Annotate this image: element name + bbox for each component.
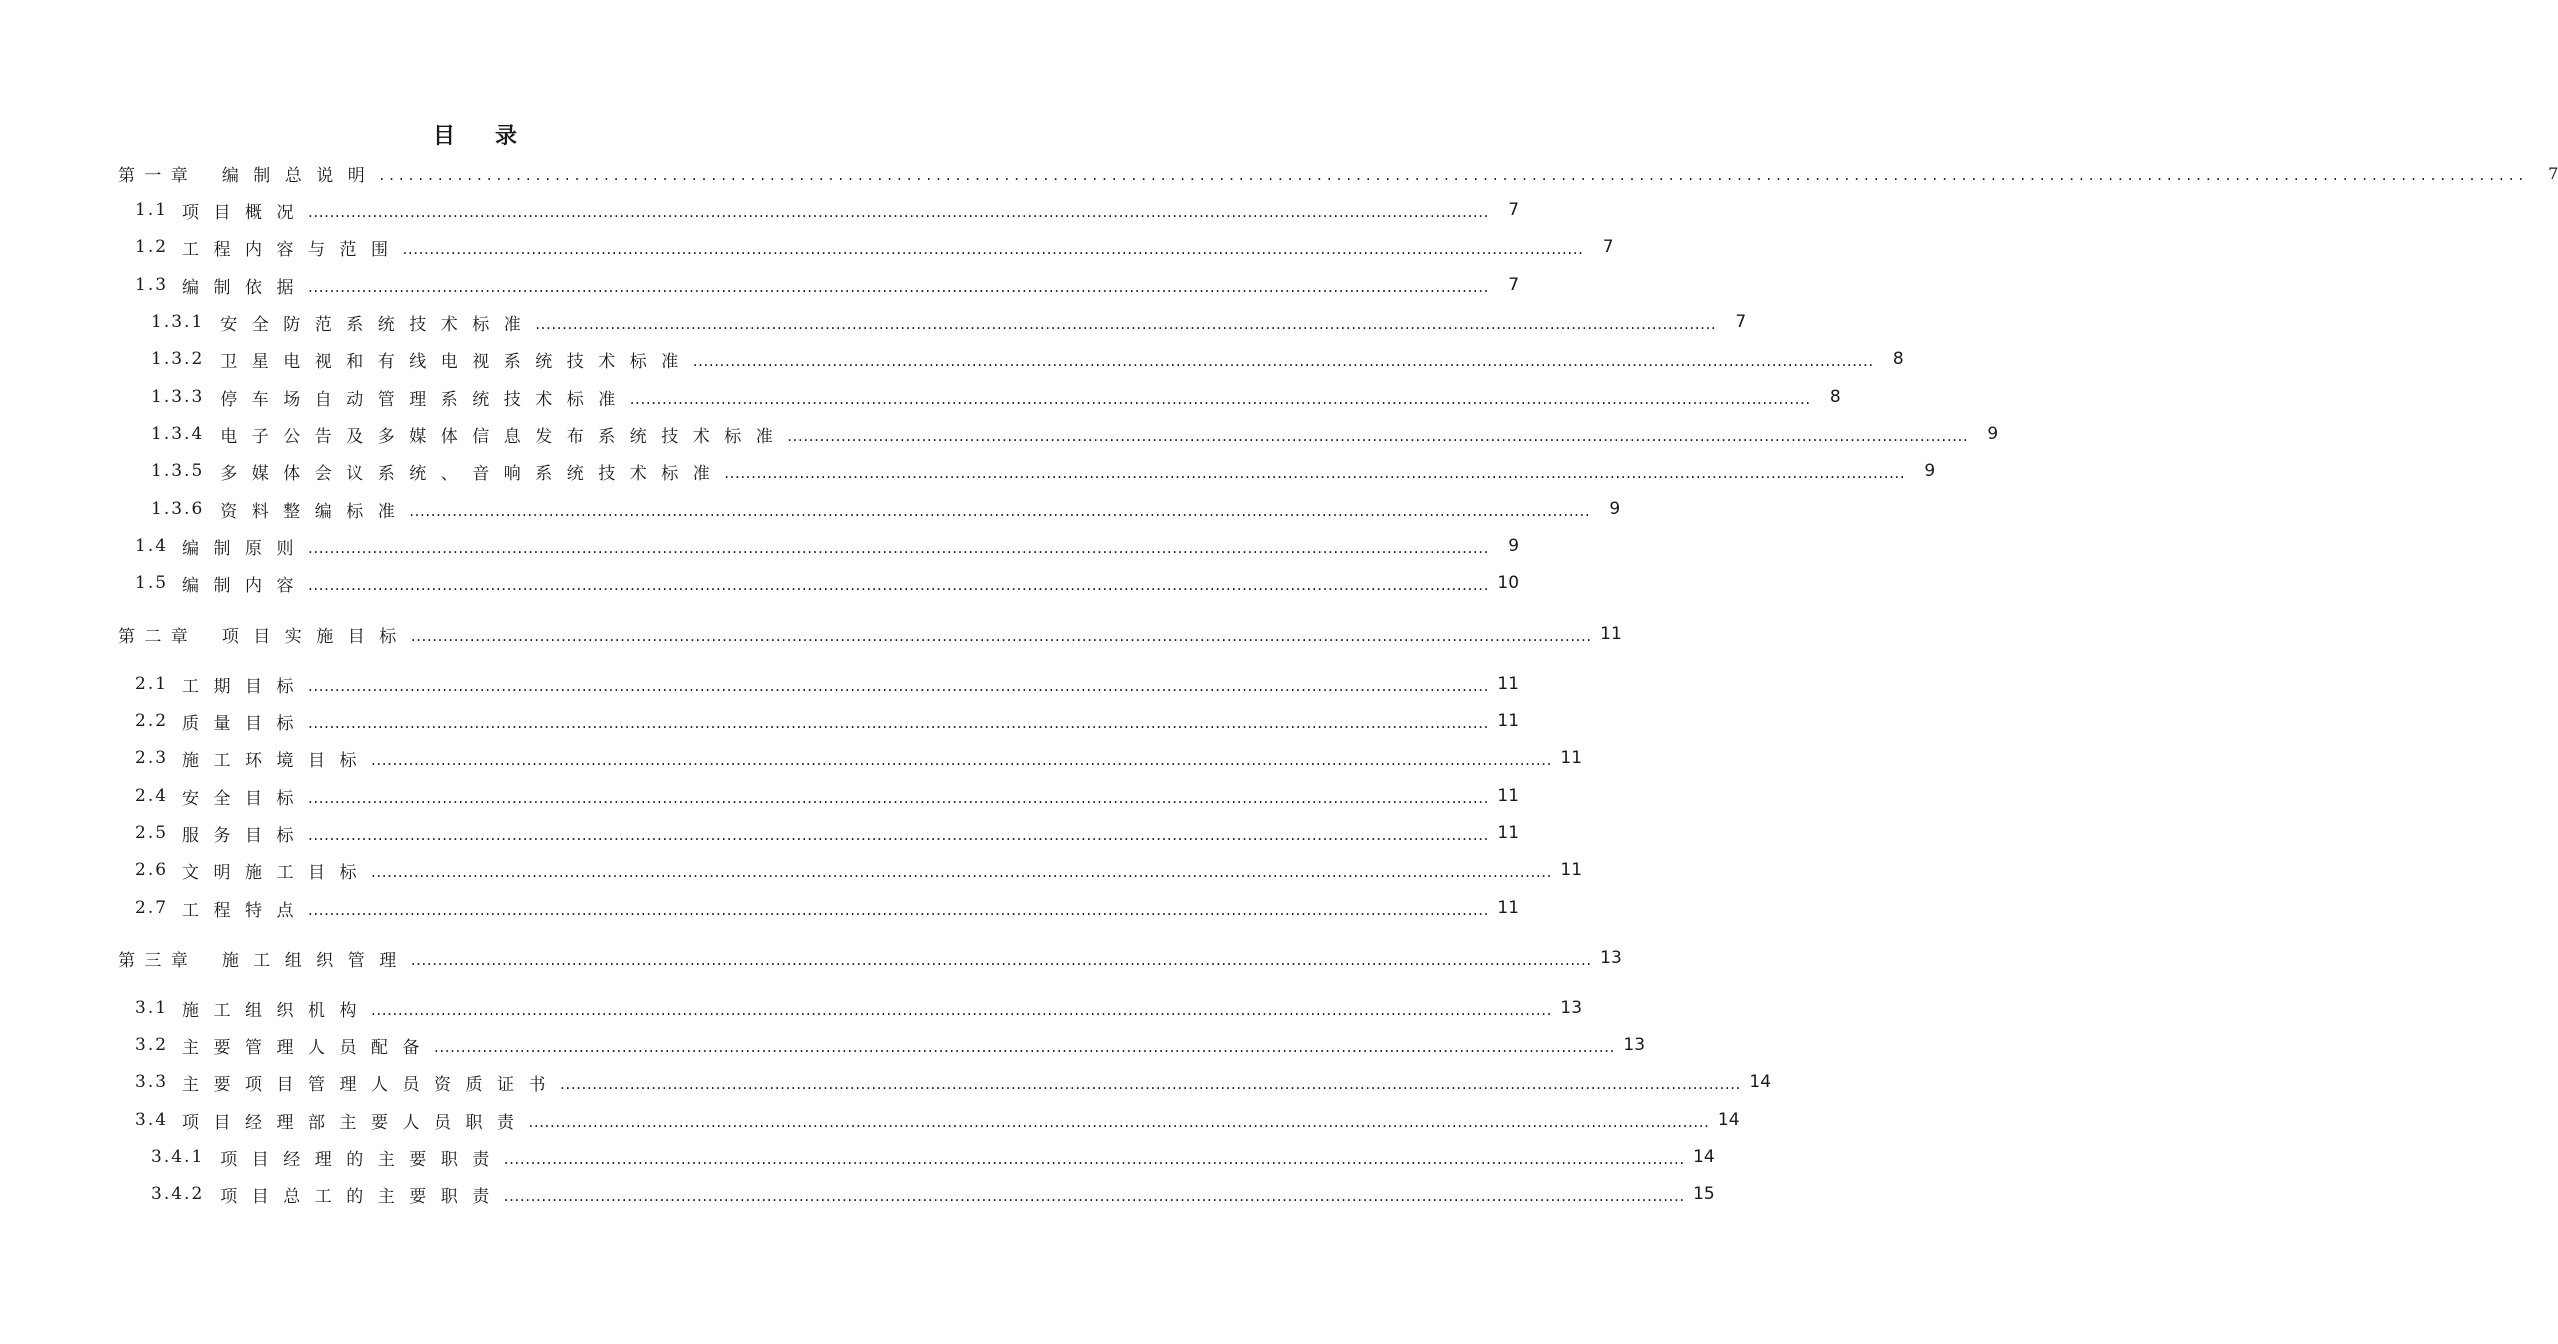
toc-page-number: 15 (1693, 1184, 1715, 1204)
toc-entry-title: 主要项目管理人员资质证书 (182, 1074, 561, 1095)
toc-dot-leader: ............................................................................................................................................................................................................................ (308, 789, 1490, 807)
toc-section-entry[interactable] (151, 385, 1841, 410)
toc-dot-leader: ............................................................................................................................................................................................................................ (503, 1150, 1685, 1168)
toc-dot-leader: ............................................................................................................................................................................................................................ (308, 826, 1490, 844)
toc-section-entry[interactable] (135, 1033, 1646, 1058)
toc-page-number: 8 (1892, 349, 1904, 369)
toc-chapter-entry[interactable] (118, 622, 1622, 647)
toc-page-number: 14 (1749, 1072, 1772, 1092)
toc-entry-title: 主要管理人员配备 (182, 1037, 435, 1058)
toc-dot-leader: ............................................................................................................................................................................................................................ (692, 352, 1874, 370)
toc-section-entry[interactable] (135, 571, 1520, 596)
toc-entry-number: 2.6 (135, 860, 169, 880)
toc-dot-leader: ............................................................................................................................................................................................................................ (535, 315, 1717, 333)
toc-dot-leader: ............................................................................................................................................................................................................................ (308, 576, 1490, 594)
toc-section-entry[interactable] (135, 1070, 1772, 1095)
toc-dot-leader: ............................................................................................................................................................................................................................ (308, 203, 1490, 221)
toc-dot-leader: ............................................................................................................................................................................................................................ (503, 1187, 1685, 1205)
toc-page-number: 9 (1924, 461, 1936, 481)
toc-page-number: 13 (1623, 1035, 1646, 1055)
toc-entry-number: 1.3.1 (151, 312, 205, 332)
toc-title: 目录 (432, 124, 557, 149)
toc-page-number: 7 (2548, 163, 2558, 183)
toc-entry-number: 3.4 (135, 1110, 169, 1130)
toc-page-number: 11 (1497, 711, 1520, 731)
toc-entry-number: 1.1 (135, 200, 169, 220)
toc-page-number: 13 (1600, 948, 1622, 968)
toc-dot-leader: ............................................................................................................................................................................................................................ (629, 390, 1811, 408)
toc-entry-title: 项目总工的主要职责 (220, 1186, 504, 1207)
toc-section-entry[interactable] (151, 1145, 1715, 1170)
toc-entry-title: 编制依据 (182, 277, 309, 298)
toc-section-entry[interactable] (151, 310, 1747, 335)
toc-chapter-entry[interactable] (118, 946, 1622, 971)
toc-entry-number: 3.1 (135, 998, 169, 1018)
toc-dot-leader: ............................................................................................................................................................................................................................ (379, 166, 2529, 184)
toc-dot-leader: ............................................................................................................................................................................................................................ (371, 863, 1553, 881)
toc-dot-leader: ............................................................................................................................................................................................................................ (308, 714, 1490, 732)
toc-entry-number: 2.2 (135, 711, 169, 731)
toc-entry-number: 2.4 (135, 786, 169, 806)
toc-section-entry[interactable] (135, 534, 1520, 559)
toc-section-entry[interactable] (135, 1108, 1740, 1133)
toc-entry-title: 编制内容 (182, 575, 309, 596)
toc-section-entry[interactable] (135, 896, 1520, 921)
toc-page-number: 11 (1497, 898, 1520, 918)
toc-entry-number: 3.3 (135, 1072, 169, 1092)
toc-entry-number: 第 二 章 (118, 626, 190, 647)
toc-entry-title: 编制原则 (182, 538, 309, 559)
toc-page-number: 11 (1560, 860, 1583, 880)
toc-entry-title: 工程特点 (182, 900, 309, 921)
toc-dot-leader: ............................................................................................................................................................................................................................ (308, 539, 1490, 557)
toc-entry-number: 第 一 章 (118, 165, 190, 186)
toc-page-number: 11 (1497, 786, 1520, 806)
toc-dot-leader: ............................................................................................................................................................................................................................ (402, 240, 1584, 258)
toc-entry-number: 2.5 (135, 823, 169, 843)
toc-dot-leader: ............................................................................................................................................................................................................................ (410, 627, 1592, 645)
toc-entry-title: 多媒体会议系统、音响系统技术标准 (220, 463, 725, 484)
toc-section-entry[interactable] (135, 273, 1520, 298)
toc-section-entry[interactable] (135, 858, 1583, 883)
toc-page-number: 11 (1497, 674, 1520, 694)
toc-page-number: 11 (1497, 823, 1520, 843)
toc-entry-number: 2.1 (135, 674, 169, 694)
toc-section-entry[interactable] (151, 347, 1904, 372)
toc-entry-number: 1.5 (135, 573, 169, 593)
toc-entry-number: 3.4.2 (151, 1184, 205, 1204)
toc-entry-number: 1.3.4 (151, 424, 205, 444)
toc-page-number: 10 (1497, 573, 1520, 593)
toc-entry-title: 项目经理的主要职责 (220, 1149, 504, 1170)
toc-entry-title: 停车场自动管理系统技术标准 (220, 389, 630, 410)
toc-entry-title: 工程内容与范围 (182, 239, 403, 260)
toc-entry-title: 质量目标 (182, 713, 309, 734)
toc-section-entry[interactable] (135, 784, 1520, 809)
toc-entry-title: 资料整编标准 (220, 501, 410, 522)
toc-entry-number: 1.3.2 (151, 349, 205, 369)
toc-entry-number: 2.3 (135, 748, 169, 768)
toc-dot-leader: ............................................................................................................................................................................................................................ (410, 951, 1592, 969)
toc-entry-title: 项目实施目标 (221, 626, 411, 647)
toc-dot-leader: ............................................................................................................................................................................................................................ (308, 677, 1490, 695)
toc-page-number: 9 (1987, 424, 1999, 444)
toc-dot-leader: ............................................................................................................................................................................................................................ (724, 464, 1906, 482)
toc-dot-leader: ............................................................................................................................................................................................................................ (434, 1038, 1616, 1056)
toc-section-entry[interactable] (135, 746, 1583, 771)
toc-entry-title: 安全防范系统技术标准 (220, 314, 536, 335)
toc-dot-leader: ............................................................................................................................................................................................................................ (787, 427, 1969, 445)
toc-entry-number: 2.7 (135, 898, 169, 918)
toc-section-entry[interactable] (135, 709, 1520, 734)
toc-dot-leader: ............................................................................................................................................................................................................................ (528, 1113, 1710, 1131)
toc-entry-number: 1.4 (135, 536, 169, 556)
toc-section-entry[interactable] (135, 821, 1520, 846)
toc-page-number: 9 (1609, 499, 1621, 519)
toc-page-number: 7 (1508, 275, 1520, 295)
toc-section-entry[interactable] (151, 497, 1621, 522)
toc-section-entry[interactable] (135, 198, 1520, 223)
toc-page-number: 13 (1560, 998, 1583, 1018)
toc-entry-title: 项目概况 (182, 202, 309, 223)
toc-dot-leader: ............................................................................................................................................................................................................................ (371, 1001, 1553, 1019)
toc-entry-title: 施工组织管理 (221, 950, 411, 971)
toc-entry-number: 第 三 章 (118, 950, 190, 971)
toc-entry-title: 电子公告及多媒体信息发布系统技术标准 (220, 426, 788, 447)
toc-dot-leader: ............................................................................................................................................................................................................................ (308, 901, 1490, 919)
toc-section-entry[interactable] (135, 672, 1520, 697)
toc-page-number: 7 (1508, 200, 1520, 220)
toc-dot-leader: ............................................................................................................................................................................................................................ (308, 278, 1490, 296)
toc-page-number: 14 (1693, 1147, 1715, 1167)
toc-entry-number: 1.2 (135, 237, 169, 257)
toc-entry-number: 1.3.3 (151, 387, 205, 407)
toc-entry-title: 编制总说明 (221, 165, 380, 186)
toc-section-entry[interactable] (135, 235, 1614, 260)
toc-entry-number: 3.2 (135, 1035, 169, 1055)
toc-entry-title: 项目经理部主要人员职责 (182, 1112, 529, 1133)
toc-section-entry[interactable] (151, 422, 1999, 447)
toc-dot-leader: ............................................................................................................................................................................................................................ (409, 502, 1591, 520)
toc-page-number: 11 (1560, 748, 1583, 768)
toc-entry-number: 1.3.6 (151, 499, 205, 519)
toc-entry-title: 工期目标 (182, 676, 309, 697)
toc-section-entry[interactable] (151, 1182, 1715, 1207)
toc-page-number: 7 (1735, 312, 1747, 332)
toc-dot-leader: ............................................................................................................................................................................................................................ (560, 1075, 1742, 1093)
toc-entry-title: 服务目标 (182, 825, 309, 846)
toc-chapter-entry[interactable] (118, 161, 2558, 186)
toc-page-number: 14 (1717, 1110, 1740, 1130)
toc-entry-title: 卫星电视和有线电视系统技术标准 (220, 351, 693, 372)
toc-entry-title: 安全目标 (182, 788, 309, 809)
toc-page-number: 7 (1602, 237, 1614, 257)
toc-entry-title: 文明施工目标 (182, 862, 372, 883)
toc-page-number: 8 (1829, 387, 1841, 407)
toc-section-entry[interactable] (151, 459, 1936, 484)
toc-section-entry[interactable] (135, 996, 1583, 1021)
toc-entry-title: 施工组织机构 (182, 1000, 372, 1021)
toc-page-number: 9 (1508, 536, 1520, 556)
toc-entry-title: 施工环境目标 (182, 750, 372, 771)
toc-dot-leader: ............................................................................................................................................................................................................................ (371, 751, 1553, 769)
toc-entry-number: 3.4.1 (151, 1147, 205, 1167)
toc-page-number: 11 (1600, 624, 1622, 644)
toc-entry-number: 1.3 (135, 275, 169, 295)
toc-entry-number: 1.3.5 (151, 461, 205, 481)
